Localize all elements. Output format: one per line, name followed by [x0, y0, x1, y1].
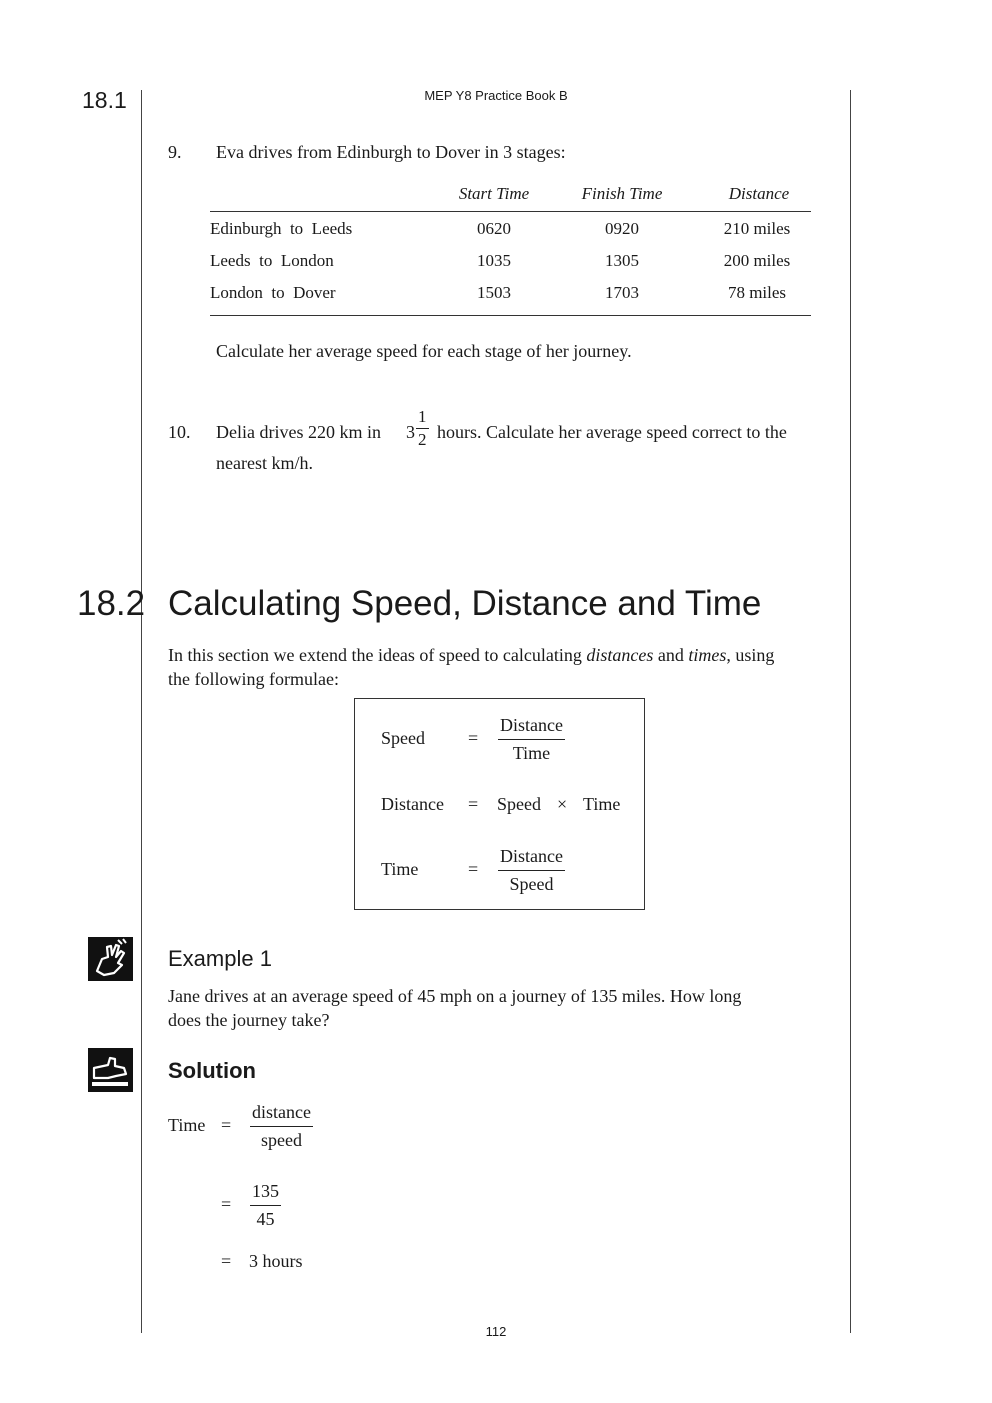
- table-cell-distance: 200 miles: [723, 251, 791, 270]
- left-margin-line: [141, 90, 142, 1333]
- formula-time-equals: =: [468, 859, 479, 879]
- formula-distance-equals: =: [468, 794, 479, 814]
- solution-fraction-2-denominator: 45: [256, 1209, 275, 1229]
- solution-equals-3: =: [221, 1251, 232, 1271]
- example-line2: does the journey take?: [168, 1010, 330, 1030]
- formula-box: [354, 698, 645, 910]
- solution-equals-1: =: [221, 1115, 232, 1135]
- formula-distance-speed: Speed: [497, 794, 541, 814]
- formula-time-fraction: [498, 846, 565, 895]
- solution-equals-2: =: [221, 1194, 232, 1214]
- q9-text: Eva drives from Edinburgh to Dover in 3 stages:: [216, 142, 566, 162]
- solution-fraction-2: [250, 1181, 281, 1230]
- intro-text-1: In this section we extend the ideas of speed to calculating: [168, 645, 587, 665]
- formula-times-sign: ×: [557, 794, 568, 814]
- solution-result: 3 hours: [249, 1251, 303, 1271]
- formula-time-label: Time: [381, 859, 419, 879]
- right-margin-line: [850, 90, 851, 1333]
- formula-time-numerator: Distance: [498, 846, 565, 871]
- section-intro-line2: the following formulae:: [168, 669, 339, 689]
- solution-title: Solution: [168, 1058, 256, 1083]
- table-cell-start: 1503: [477, 283, 511, 302]
- intro-text-2: and: [653, 645, 689, 665]
- q9-table: [210, 182, 811, 316]
- table-row: [210, 251, 811, 275]
- book-title: MEP Y8 Practice Book B: [424, 88, 568, 103]
- q10-text-after: hours. Calculate her average speed correct to the: [437, 422, 787, 442]
- intro-emphasis-times: times: [688, 645, 727, 665]
- formula-speed-denominator: Time: [512, 743, 551, 763]
- formula-speed-label: Speed: [381, 728, 425, 748]
- table-cell-finish: 1703: [605, 283, 639, 302]
- section-intro: [168, 645, 848, 666]
- table-cell-route: Leeds to London: [210, 251, 334, 270]
- table-cell-route: Edinburgh to Leeds: [210, 219, 353, 238]
- q9-number: 9.: [168, 142, 182, 162]
- formula-distance-label: Distance: [381, 794, 444, 814]
- q10-mixed-whole: 3: [406, 422, 415, 442]
- solution-time-label: Time: [168, 1115, 206, 1135]
- formula-speed-equals: =: [468, 728, 479, 748]
- table-bottom-rule: [210, 315, 811, 316]
- q10-text-line2: nearest km/h.: [216, 453, 313, 473]
- example-line1: Jane drives at an average speed of 45 mph on a journey of 135 miles. How long: [168, 986, 742, 1006]
- table-cell-finish: 1305: [605, 251, 639, 270]
- solution-fraction-2-numerator: 135: [250, 1181, 281, 1206]
- formula-time-denominator: Speed: [509, 874, 554, 894]
- table-cell-start: 1035: [477, 251, 511, 270]
- table-cell-distance: 78 miles: [727, 283, 787, 302]
- solution-fraction-1: [250, 1102, 313, 1151]
- q10-fraction: [416, 407, 429, 450]
- solution-fraction-1-numerator: distance: [250, 1102, 313, 1127]
- table-header-start-time: Start Time: [458, 184, 530, 203]
- formula-speed-fraction: [498, 715, 565, 764]
- page-number: 112: [485, 1324, 507, 1339]
- section-number-header: 18.1: [82, 87, 127, 113]
- example-hand-icon: [88, 937, 133, 981]
- formula-distance-time: Time: [583, 794, 621, 814]
- intro-text-3: , using: [726, 645, 775, 665]
- table-cell-route: London to Dover: [210, 283, 336, 302]
- table-row: [210, 219, 811, 243]
- q10-fraction-denominator: 2: [418, 430, 427, 449]
- table-header-distance: Distance: [728, 184, 790, 203]
- q10-fraction-numerator: 1: [416, 407, 429, 429]
- table-row: [210, 283, 811, 307]
- section-number: 18.2: [77, 584, 146, 623]
- intro-emphasis-distances: distances: [586, 645, 654, 665]
- solution-fraction-1-denominator: speed: [261, 1130, 302, 1150]
- section-title: Calculating Speed, Distance and Time: [168, 584, 762, 623]
- solution-hand-icon: [88, 1048, 133, 1092]
- table-cell-finish: 0920: [605, 219, 639, 238]
- table-cell-distance: 210 miles: [723, 219, 791, 238]
- q9-instruction: Calculate her average speed for each stage of her journey.: [216, 341, 632, 361]
- table-top-rule: [210, 211, 811, 212]
- q10-number: 10.: [168, 422, 191, 442]
- formula-speed-numerator: Distance: [498, 715, 565, 740]
- table-cell-start: 0620: [477, 219, 511, 238]
- table-header-finish-time: Finish Time: [581, 184, 663, 203]
- example-title: Example 1: [168, 946, 272, 971]
- q10-text-before: Delia drives 220 km in: [216, 422, 381, 442]
